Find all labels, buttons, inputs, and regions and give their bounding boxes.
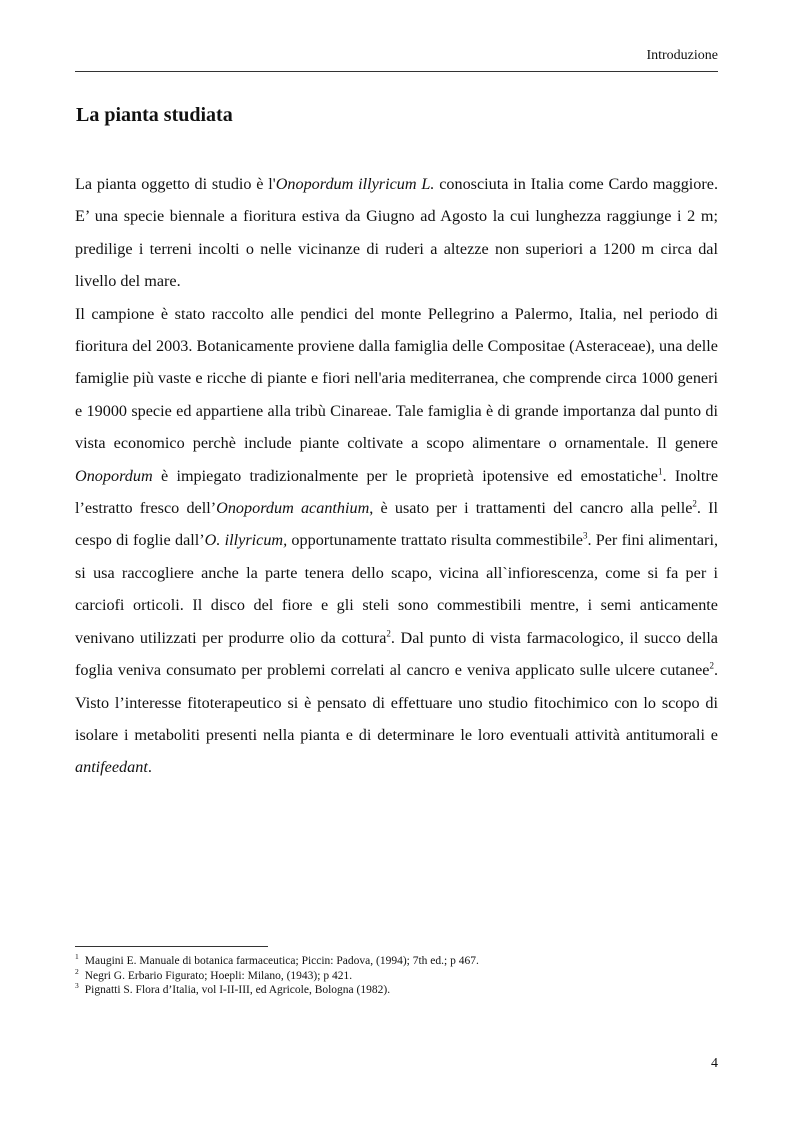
footnote-text: Maugini E. Manuale di botanica farmaceutica; Piccin: Padova, (1994); 7th ed.; p 467. [84, 955, 479, 967]
footnote-ref: 2 [386, 628, 391, 639]
text-run: . Visto l’interesse fitoterapeutico si è pensato di effettuare uno studio fitochimico con lo scopo di isolare i metaboliti presenti nella pianta e di determinare le loro eventuali attività antitumorali e [75, 661, 718, 744]
footnote-number: 3 [75, 981, 79, 991]
footnote-item [75, 954, 479, 969]
species-name: Onopordum acanthium [216, 499, 370, 518]
footnotes [75, 954, 479, 998]
text-run: La pianta oggetto di studio è l' [75, 175, 276, 193]
text-run: , è usato per i trattamenti del cancro alla pelle [369, 499, 693, 518]
text-run: Il campione è stato raccolto alle pendici del monte Pellegrino a Palermo, Italia, nel periodo di fioritura del 2003. Botanicamente proviene dalla famiglia delle Compositae (Asteraceae), una delle famiglie più vaste e ricche di piante e fiori nell'aria mediterranea, che comprende circa 1000 generi e 19000 specie ed appartiene alla tribù Cinareae. Tale famiglia è di grande importanza dal punto di vista economico perchè include piante coltivate a scopo alimentare o ornamentale. Il genere [75, 304, 718, 453]
running-header: Introduzione [646, 48, 718, 63]
footnote-number: 2 [75, 966, 79, 976]
page-number: 4 [711, 1056, 718, 1071]
footnote-ref: 2 [709, 660, 714, 671]
footnote-ref: 3 [582, 531, 588, 542]
body-text [75, 168, 718, 784]
species-name: O. illyricum, [204, 531, 288, 550]
header-divider [75, 71, 718, 72]
footnote-number: 1 [75, 952, 79, 962]
footnote-text: Negri G. Erbario Figurato; Hoepli: Milano, (1943); p 421. [84, 969, 353, 982]
text-run: . Per fini alimentari, si usa raccogliere anche la parte tenera dello scapo, vicina all`infiorescenza, come si fa per i carciofi orticoli. Il disco del fiore e gli steli sono commestibili mentre, i semi anticamente venivano utilizzati per produrre olio da cottura [75, 531, 718, 647]
footnote-ref: 2 [692, 498, 697, 509]
footnote-divider [75, 946, 268, 947]
italic-term: antifeedant [75, 758, 148, 777]
footnote-text: Pignatti S. Flora d’Italia, vol I-II-III, ed Agricole, Bologna (1982). [84, 984, 391, 996]
paragraph-1 [75, 168, 718, 298]
text-run: è impiegato tradizionalmente per le proprietà ipotensive ed emostatiche [152, 466, 658, 485]
genus-name: Onopordum [75, 466, 153, 485]
footnote-item [75, 966, 479, 984]
footnote-item [75, 983, 479, 998]
section-title: La pianta studiata [76, 104, 233, 126]
species-name: Onopordum illyricum L. [275, 175, 435, 193]
text-run: . [147, 758, 152, 777]
text-run: conosciuta in Italia come Cardo maggiore. E’ una specie biennale a fioritura estiva da Giugno ad Agosto la cui lunghezza raggiunge i 2 m; predilige i terreni incolti o nelle vicinanze di ruderi a altezze non superiori a 1200 m circa dal livello del mare. [75, 175, 718, 291]
text-run: . Inoltre l’estratto fresco dell’ [75, 466, 718, 518]
text-run: . Dal punto di vista farmacologico, il succo della foglia veniva consumato per problemi correlati al cancro e veniva applicato sulle ulcere cutanee [75, 628, 718, 680]
text-run: opportunamente trattato risulta commestibile [287, 531, 583, 550]
paragraph-2 [75, 298, 718, 784]
footnote-ref: 1 [658, 466, 663, 477]
text-run: . Il cespo di foglie dall’ [75, 499, 719, 550]
